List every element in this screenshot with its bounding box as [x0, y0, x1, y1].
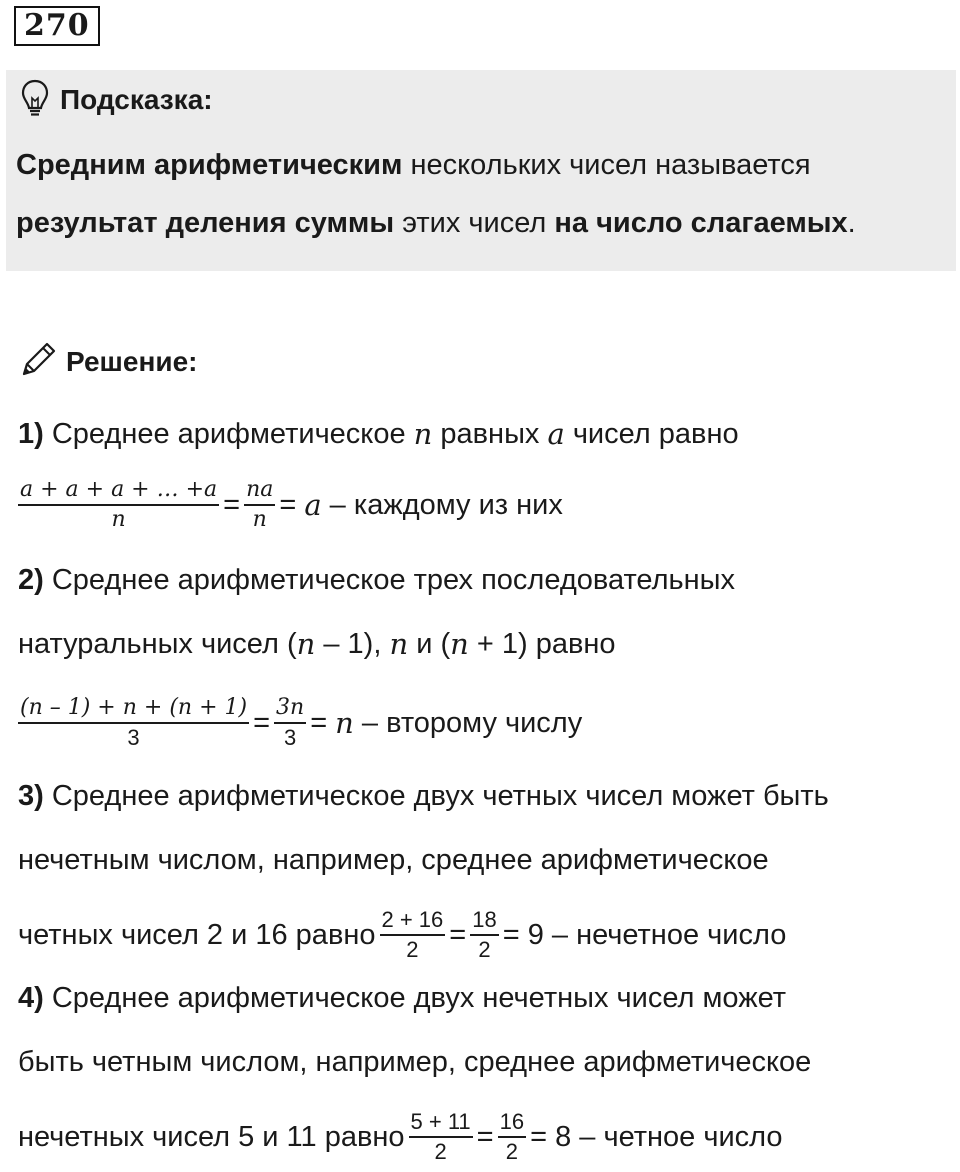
hint-term-count: на число слагаемых — [554, 207, 848, 239]
part4-text-2: быть четным числом, например, среднее арифметическое — [18, 1045, 812, 1078]
fraction-denominator: 2 — [505, 1139, 518, 1164]
equals-sign: = — [476, 1120, 494, 1153]
equals-sign: = — [253, 706, 271, 739]
task-number: 270 — [14, 6, 100, 46]
equals-sign: = — [449, 918, 467, 951]
part3-line3 — [18, 900, 786, 970]
part1-result-var: a — [304, 488, 322, 522]
part2-fraction-1 — [18, 694, 249, 752]
hint-title: Подсказка: — [60, 84, 213, 115]
part4-fraction-1 — [409, 1108, 473, 1166]
part2-tail: – второму числу — [353, 706, 583, 739]
part3-fraction-1 — [380, 906, 446, 964]
part2-line2 — [18, 622, 616, 666]
part3-tail: = 9 – нечетное число — [502, 918, 787, 951]
fraction-numerator: 18 — [470, 906, 498, 936]
fraction-numerator: a + a + a + … +a — [18, 476, 219, 506]
pencil-icon — [18, 340, 58, 385]
part4-line1 — [18, 976, 786, 1020]
fraction-denominator: 2 — [478, 937, 491, 962]
hint-text-1: нескольких чисел называется — [402, 149, 811, 181]
part2-result-var: n — [335, 706, 354, 740]
fraction-denominator: 2 — [434, 1139, 447, 1164]
part1-var-n: n — [413, 417, 433, 451]
part4-line2 — [18, 1040, 811, 1084]
part1-var-a: a — [547, 417, 565, 451]
hint-term-division: результат деления суммы — [16, 207, 395, 239]
hint-text-3: . — [847, 207, 856, 239]
part3-line2 — [18, 838, 769, 882]
fraction-numerator: 16 — [498, 1108, 526, 1138]
hint-text-2: этих чисел — [394, 207, 555, 239]
part3-fraction-2 — [470, 906, 498, 964]
hint-term-mean: Средним арифметическим — [16, 149, 403, 181]
part1-fraction-2 — [244, 476, 275, 534]
part1-tail: – каждому из них — [321, 488, 563, 521]
part4-number: 4) — [18, 981, 44, 1014]
hint-text — [16, 136, 946, 252]
fraction-denominator: 2 — [406, 937, 419, 962]
part3-text-3: четных чисел 2 и 16 равно — [18, 918, 376, 951]
fraction-denominator: n — [252, 507, 267, 532]
part2-line1 — [18, 558, 735, 602]
part1-number: 1) — [18, 417, 44, 450]
fraction-numerator: 5 + 11 — [409, 1108, 473, 1138]
part3-text-2: нечетным числом, например, среднее арифметическое — [18, 843, 769, 876]
part2-fraction-2 — [274, 694, 306, 752]
fraction-numerator: (n – 1) + n + (n + 1) — [18, 694, 249, 724]
solution-title: Решение: — [66, 346, 198, 377]
fraction-numerator: na — [244, 476, 275, 506]
part2-text-3: – 1), — [315, 627, 390, 660]
lightbulb-icon — [20, 78, 50, 123]
part3-number: 3) — [18, 779, 44, 812]
equals-sign: = — [310, 706, 328, 739]
part2-var-n: n — [450, 627, 469, 661]
part4-line3 — [18, 1102, 783, 1172]
part2-number: 2) — [18, 563, 44, 596]
part4-fraction-2 — [498, 1108, 526, 1166]
part2-text-5: + 1) равно — [468, 627, 616, 660]
part1-fraction-1 — [18, 476, 219, 534]
fraction-denominator: 3 — [283, 725, 297, 750]
fraction-numerator: 2 + 16 — [380, 906, 446, 936]
solution-header — [18, 340, 197, 384]
fraction-numerator: 3n — [274, 694, 306, 724]
fraction-denominator: 3 — [127, 725, 140, 750]
hint-box — [6, 70, 956, 271]
part3-text-1: Среднее арифметическое двух четных чисел может быть — [43, 779, 829, 812]
part1-text-3: чисел равно — [564, 417, 739, 450]
equals-sign: = — [279, 488, 297, 521]
part2-var-n: n — [389, 627, 409, 661]
equals-sign: = — [223, 488, 241, 521]
part4-tail: = 8 – четное число — [530, 1120, 783, 1153]
part2-var-n: n — [296, 627, 316, 661]
fraction-denominator: n — [111, 507, 126, 532]
part2-text-2: натуральных чисел ( — [18, 627, 297, 660]
part1-text-1: Среднее арифметическое — [43, 417, 414, 450]
part4-text-1: Среднее арифметическое двух нечетных чисел может — [43, 981, 787, 1014]
part2-text-1: Среднее арифметическое трех последовательных — [43, 563, 735, 596]
part1-text-2: равных — [432, 417, 548, 450]
hint-header — [20, 80, 213, 120]
part3-line1 — [18, 774, 829, 818]
part1-line1 — [18, 412, 739, 456]
part2-text-4: и ( — [408, 627, 451, 660]
part2-formula — [18, 688, 582, 758]
part1-formula — [18, 470, 563, 540]
part4-text-3: нечетных чисел 5 и 11 равно — [18, 1120, 405, 1153]
